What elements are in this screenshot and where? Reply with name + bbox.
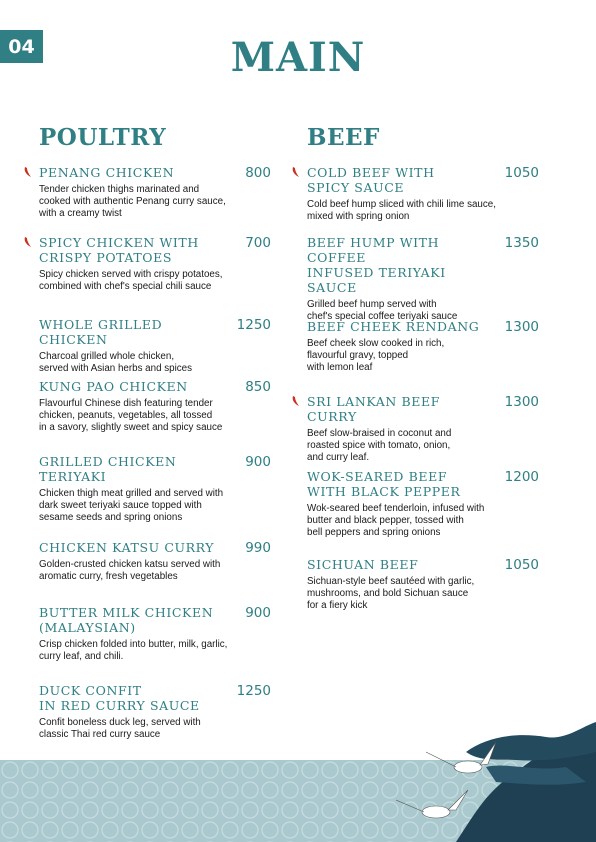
menu-item-description-line: Tender chicken thighs marinated and [39,184,200,195]
menu-item-price: 1200 [504,469,539,485]
menu-item-name-line: SICHUAN BEEF [307,557,419,572]
menu-item-price: 1300 [504,319,539,335]
menu-item-description-line: Wok-seared beef tenderloin, infused with [307,503,485,514]
menu-item-name [39,540,224,555]
menu-item-name [307,235,492,295]
menu-item-price: 1250 [236,317,271,333]
menu-item [39,454,271,524]
menu-item-price: 700 [245,235,271,251]
menu-item-description-line: Sichuan-style beef sautéed with garlic, [307,576,475,587]
menu-item-header [307,394,539,424]
menu-item-name-line: SRI LANKAN BEEF CURRY [307,394,441,424]
crane-tree-illustration [396,712,596,842]
menu-item-description [39,269,271,293]
menu-item-name [39,379,224,394]
menu-item-description-line: cooked with authentic Penang curry sauce, [39,196,226,207]
menu-item-price: 990 [245,540,271,556]
menu-item [307,235,539,323]
menu-item-name [39,317,224,347]
menu-item-name-line: DUCK CONFIT [39,683,142,698]
menu-item-header [39,540,271,555]
menu-item-name-line: BEEF CHEEK RENDANG [307,319,480,334]
menu-item-name [307,557,492,572]
menu-item [307,469,539,539]
menu-item-description-line: mixed with spring onion [307,211,410,222]
menu-item [39,165,271,220]
menu-item-description-line: Spicy chicken served with crispy potatoes, [39,269,223,280]
menu-item-description [307,503,539,539]
menu-item-name [307,165,492,195]
menu-item-name-line: KUNG PAO CHICKEN [39,379,188,394]
menu-item-description-line: butter and black pepper, tossed with [307,515,464,526]
menu-item-description-line: Golden-crusted chicken katsu served with [39,559,221,570]
menu-item-name-line: WITH BLACK PEPPER [307,484,461,499]
menu-item [39,379,271,434]
menu-item-description [307,338,539,374]
menu-item-description-line: flavourful gravy, topped [307,350,409,361]
menu-item-price: 1050 [504,165,539,181]
menu-item-description [39,351,271,375]
menu-item-description-line: served with Asian herbs and spices [39,363,193,374]
menu-item-description-line: combined with chef's special chili sauce [39,281,212,292]
menu-item-description-line: mushrooms, and bold Sichuan sauce [307,588,469,599]
menu-item [307,165,539,223]
menu-item-name-line: WHOLE GRILLED CHICKEN [39,317,163,347]
menu-item-description-line: sesame seeds and spring onions [39,512,183,523]
menu-item-price: 800 [245,165,271,181]
menu-item-price: 1050 [504,557,539,573]
menu-item-header [307,235,539,295]
menu-item-description-line: Cold beef hump sliced with chili lime sauce, [307,199,496,210]
menu-item-price: 1350 [504,235,539,251]
menu-item-name [39,605,224,635]
menu-item-description [39,559,271,583]
menu-item-description-line: Confit boneless duck leg, served with [39,717,201,728]
menu-item-description-line: and curry leaf. [307,452,370,463]
menu-item-description-line: Flavourful Chinese dish featuring tender [39,398,213,409]
menu-item-header [307,469,539,499]
menu-item-header [39,317,271,347]
menu-item-name [39,454,224,484]
menu-item-header [39,235,271,265]
menu-item-description-line: curry leaf, and chili. [39,651,124,662]
chili-pepper-icon [290,166,302,178]
menu-item-description-line: roasted spice with tomato, onion, [307,440,451,451]
menu-item-name-line: PENANG CHICKEN [39,165,175,180]
menu-item [307,557,539,612]
menu-item-description [307,428,539,464]
menu-item-name [307,319,492,334]
menu-item-header [39,165,271,180]
chili-pepper-icon [22,236,34,248]
menu-item-name-line: WOK-SEARED BEEF [307,469,448,484]
menu-item-description [39,184,271,220]
page-title: MAIN [230,34,366,81]
menu-item [39,235,271,293]
beef-section [307,124,539,611]
menu-item-description-line: Crisp chicken folded into butter, milk, garlic, [39,639,228,650]
menu-item-description-line: aromatic curry, fresh vegetables [39,571,178,582]
menu-item-name [39,165,224,180]
menu-item-description-line: chicken, peanuts, vegetables, all tossed [39,410,213,421]
menu-item-description-line: chef's special coffee teriyaki sauce [307,311,458,322]
menu-item [39,605,271,663]
menu-item [39,540,271,583]
menu-item [307,319,539,374]
poultry-section [39,124,271,740]
menu-item-description-line: classic Thai red curry sauce [39,729,161,740]
menu-item-description-line: Beef cheek slow cooked in rich, [307,338,445,349]
menu-item-description [39,488,271,524]
menu-item-name [307,394,492,424]
menu-item [39,683,271,741]
menu-item-header [307,557,539,572]
menu-item-description-line: in a savory, slightly sweet and spicy sauce [39,422,223,433]
menu-item-description-line: with lemon leaf [307,362,373,373]
chili-pepper-icon [22,166,34,178]
menu-item-name [39,683,224,713]
beef-section-title: BEEF [307,124,380,151]
menu-item [39,317,271,375]
menu-item-description-line: Charcoal grilled whole chicken, [39,351,175,362]
menu-item [307,394,539,464]
menu-item-description-line: Beef slow-braised in coconut and [307,428,452,439]
menu-item-header [39,379,271,394]
menu-item-price: 900 [245,454,271,470]
menu-item-name [39,235,224,265]
menu-item-price: 850 [245,379,271,395]
menu-item-price: 900 [245,605,271,621]
menu-item-name-line: SPICY SAUCE [307,180,405,195]
menu-item-price: 1250 [236,683,271,699]
poultry-section-title: POULTRY [39,124,167,151]
menu-item-name-line: TERIYAKI [39,469,107,484]
menu-item-header [39,683,271,713]
menu-item-price: 1300 [504,394,539,410]
menu-item-name [307,469,492,499]
menu-item-header [307,319,539,334]
menu-item-description-line: Chicken thigh meat grilled and served with [39,488,224,499]
menu-item-name-line: CHICKEN KATSU CURRY [39,540,215,555]
menu-item-name-line: GRILLED CHICKEN [39,454,177,469]
menu-item-name-line: SPICY CHICKEN WITH [39,235,199,250]
menu-item-description-line: Grilled beef hump served with [307,299,437,310]
menu-item-name-line: COLD BEEF WITH [307,165,435,180]
chili-pepper-icon [290,395,302,407]
menu-item-description-line: with a creamy twist [39,208,122,219]
menu-item-name-line: BUTTER MILK CHICKEN [39,605,214,620]
menu-item-description [307,576,539,612]
menu-item-name-line: BEEF HUMP WITH COFFEE [307,235,440,265]
menu-item-name-line: CRISPY POTATOES [39,250,173,265]
menu-item-description-line: bell peppers and spring onions [307,527,441,538]
menu-item-description [39,398,271,434]
menu-item-description [39,717,271,741]
menu-item-name-line: (MALAYSIAN) [39,620,136,635]
menu-item-header [39,454,271,484]
menu-item-description [307,199,539,223]
menu-item-description [39,639,271,663]
menu-item-name-line: INFUSED TERIYAKI SAUCE [307,265,446,295]
page-number: 04 [8,35,35,58]
menu-item-description-line: for a fiery kick [307,600,368,611]
menu-item-name-line: IN RED CURRY SAUCE [39,698,200,713]
menu-item-header [39,605,271,635]
menu-item-header [307,165,539,195]
menu-item-description-line: dark sweet teriyaki sauce topped with [39,500,202,511]
